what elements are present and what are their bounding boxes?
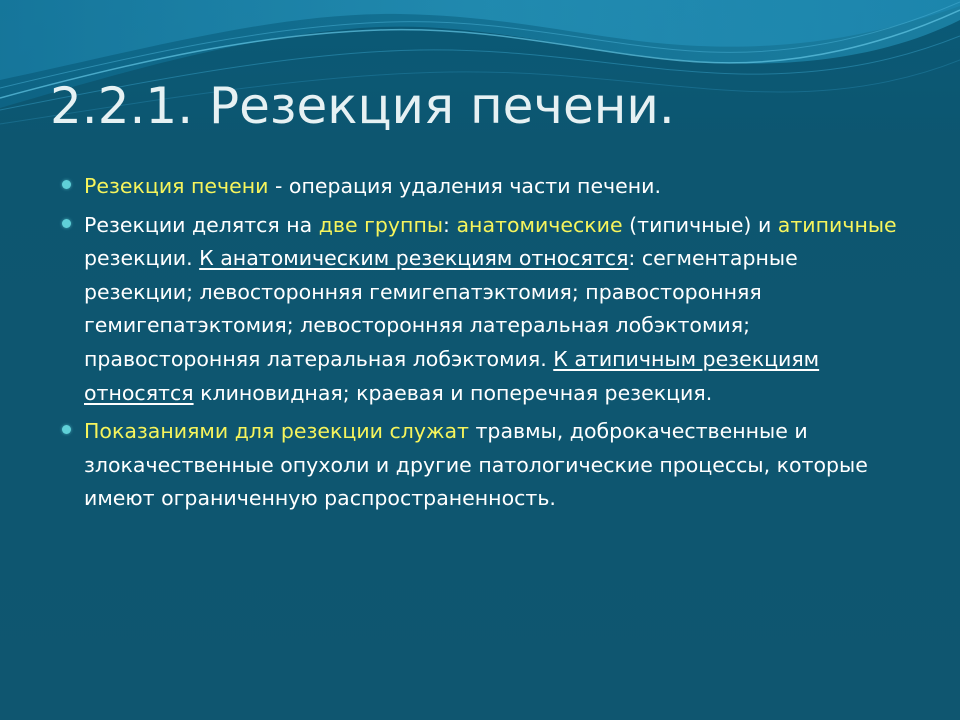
classification-text: Резекции делятся на <box>84 212 319 237</box>
classification-text: резекции. <box>84 246 200 271</box>
atypical-heading: К атипичным резекциям относятся <box>84 346 820 405</box>
bullet-dot-icon <box>62 219 71 228</box>
indications-text: травмы, доброкачественные и злокачественные опухоли и другие патологические процессы, которые имеют ограниченную распространенность. <box>84 419 868 511</box>
anatomical-heading: К анатомическим резекциям относятся <box>199 246 629 271</box>
slide-title: 2.2.1. Резекция печени. <box>50 77 675 135</box>
bullet-definition <box>60 170 910 204</box>
term-anatomical: анатомические <box>456 212 623 237</box>
term-liver-resection: Резекция печени <box>84 174 269 198</box>
bullet-classification <box>60 209 910 411</box>
bullet-dot-icon <box>62 180 71 189</box>
term-atypical: атипичные <box>777 212 897 237</box>
term-two-groups: две группы <box>318 212 444 237</box>
atypical-list: клиновидная; краевая и поперечная резекция. <box>193 380 713 405</box>
anatomical-list: : сегментарные резекции; левосторонняя гемигепатэктомия; правосторонняя гемигепатэктомия; левосторонняя латеральная лобэктомия; правосторонняя латеральная лобэктомия. <box>84 246 798 371</box>
classification-text: (типичные) и <box>622 212 778 237</box>
bullet-list <box>60 170 910 521</box>
term-indications: Показаниями для резекции служат <box>84 419 469 444</box>
bullet-dot-icon <box>62 425 71 434</box>
classification-text: : <box>443 212 457 237</box>
bullet-indications <box>60 415 910 516</box>
definition-text: - операция удаления части печени. <box>268 174 662 198</box>
